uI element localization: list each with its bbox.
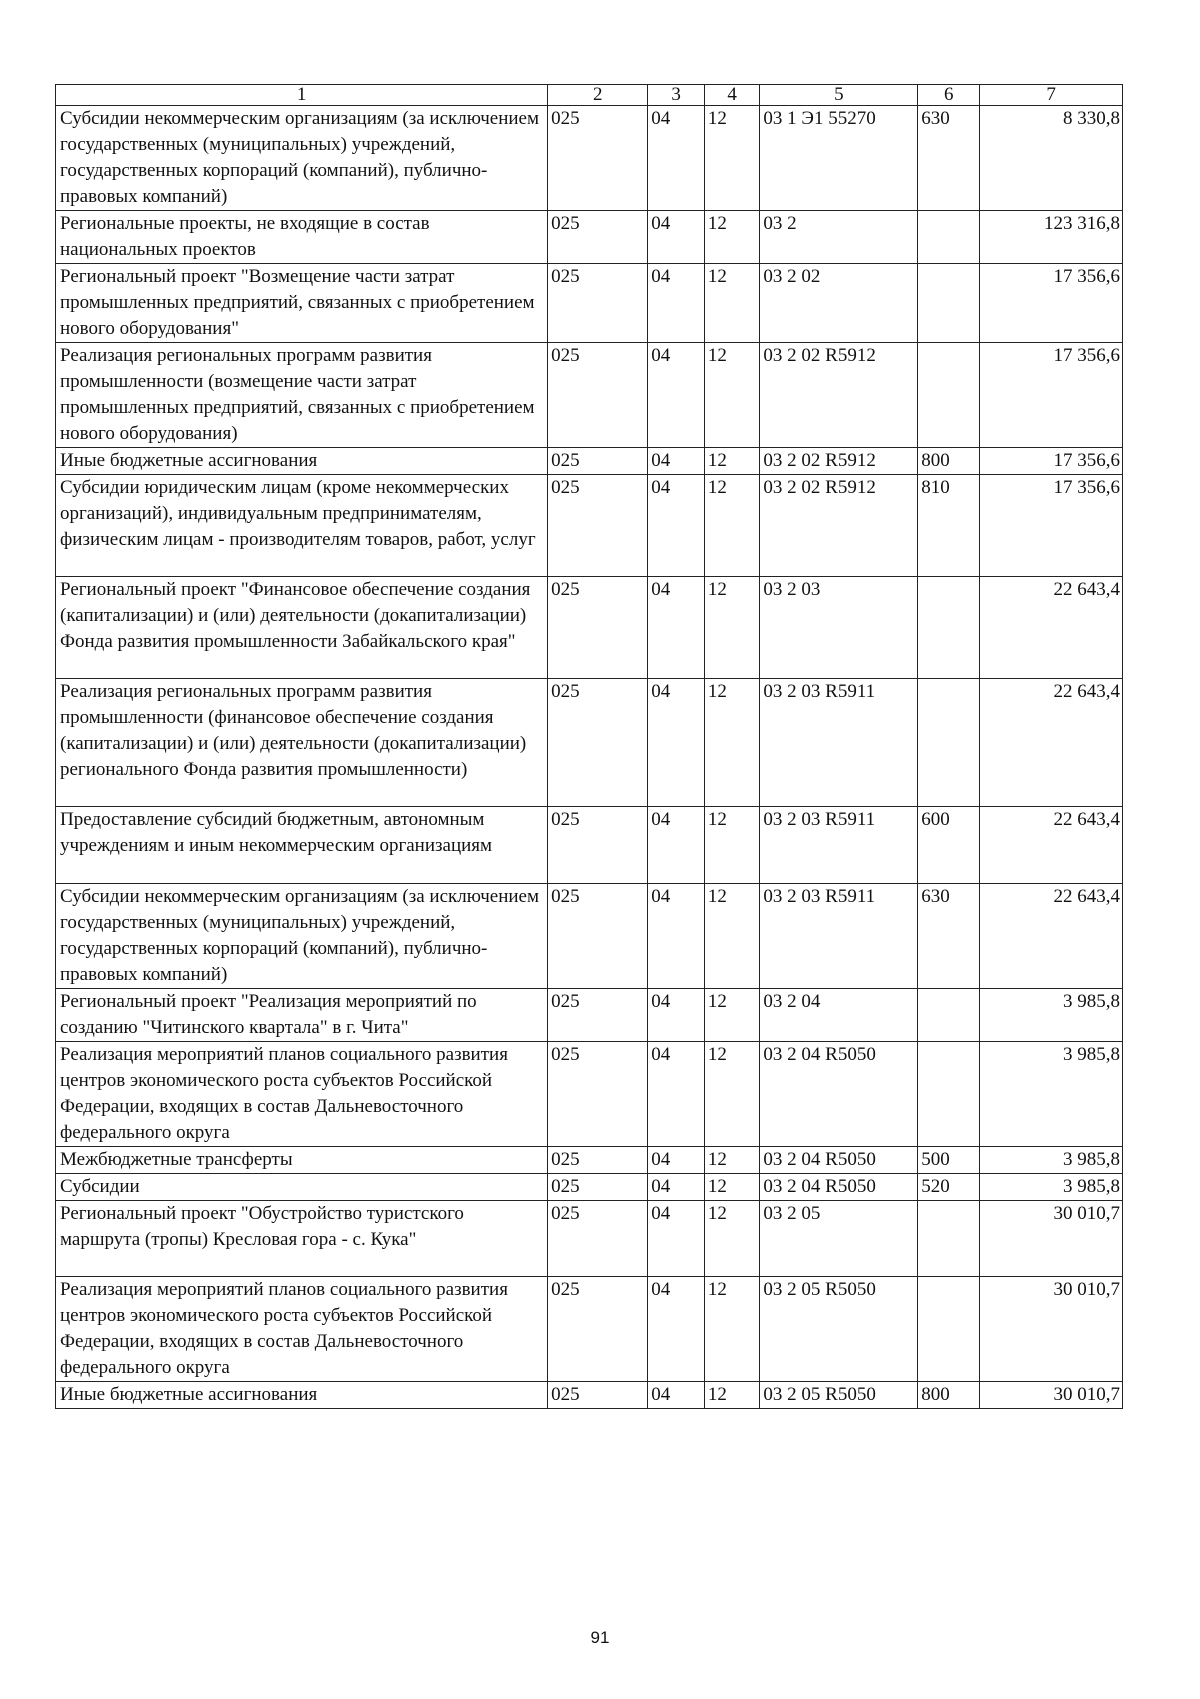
row-target-article: 03 2 03 (760, 577, 918, 679)
row-amount: 17 356,6 (980, 475, 1123, 577)
row-target-article: 03 2 02 R5912 (760, 448, 918, 475)
row-amount: 30 010,7 (980, 1277, 1123, 1382)
row-amount: 3 985,8 (980, 1042, 1123, 1147)
row-section-code: 04 (648, 1382, 705, 1409)
row-amount: 30 010,7 (980, 1201, 1123, 1277)
page-number: 91 (590, 1628, 610, 1647)
header-col-2: 2 (548, 85, 648, 106)
table-body (56, 106, 1123, 1409)
table-row (56, 577, 1123, 679)
table-row (56, 448, 1123, 475)
row-subsection-code: 12 (704, 1382, 760, 1409)
row-ved-code: 025 (548, 1382, 648, 1409)
row-name: Межбюджетные трансферты (56, 1147, 548, 1174)
row-section-code: 04 (648, 106, 705, 211)
row-subsection-code: 12 (704, 577, 760, 679)
budget-table (55, 84, 1123, 1409)
row-expense-type: 800 (918, 1382, 980, 1409)
row-subsection-code: 12 (704, 679, 760, 807)
row-amount: 30 010,7 (980, 1382, 1123, 1409)
table-row (56, 989, 1123, 1042)
row-ved-code: 025 (548, 106, 648, 211)
row-subsection-code: 12 (704, 448, 760, 475)
table-row (56, 106, 1123, 211)
row-ved-code: 025 (548, 1042, 648, 1147)
row-target-article: 03 2 05 (760, 1201, 918, 1277)
row-target-article: 03 2 02 R5912 (760, 475, 918, 577)
row-section-code: 04 (648, 343, 705, 448)
row-target-article: 03 2 04 (760, 989, 918, 1042)
row-amount: 22 643,4 (980, 679, 1123, 807)
row-name: Реализация мероприятий планов социального развития центров экономического роста субъектов Российской Федерации, входящих в состав Дальневосточного федерального округа (56, 1042, 548, 1147)
row-expense-type (918, 1277, 980, 1382)
row-target-article: 03 2 03 R5911 (760, 807, 918, 884)
table-row (56, 679, 1123, 807)
row-subsection-code: 12 (704, 1277, 760, 1382)
row-ved-code: 025 (548, 1201, 648, 1277)
row-ved-code: 025 (548, 211, 648, 264)
row-section-code: 04 (648, 679, 705, 807)
row-section-code: 04 (648, 1174, 705, 1201)
row-subsection-code: 12 (704, 1147, 760, 1174)
row-ved-code: 025 (548, 475, 648, 577)
row-amount: 17 356,6 (980, 343, 1123, 448)
row-section-code: 04 (648, 884, 705, 989)
header-col-1: 1 (56, 85, 548, 106)
row-subsection-code: 12 (704, 1201, 760, 1277)
row-name: Региональные проекты, не входящие в состав национальных проектов (56, 211, 548, 264)
row-name: Региональный проект "Финансовое обеспечение создания (капитализации) и (или) деятельности (докапитализации) Фонда развития промышленности Забайкальского края" (56, 577, 548, 679)
row-section-code: 04 (648, 448, 705, 475)
row-subsection-code: 12 (704, 211, 760, 264)
row-expense-type: 630 (918, 106, 980, 211)
row-section-code: 04 (648, 1042, 705, 1147)
row-amount: 123 316,8 (980, 211, 1123, 264)
row-target-article: 03 2 04 R5050 (760, 1042, 918, 1147)
row-section-code: 04 (648, 211, 705, 264)
table-row (56, 475, 1123, 577)
row-target-article: 03 2 03 R5911 (760, 679, 918, 807)
row-subsection-code: 12 (704, 807, 760, 884)
row-amount: 17 356,6 (980, 448, 1123, 475)
table-row (56, 884, 1123, 989)
row-amount: 3 985,8 (980, 1174, 1123, 1201)
row-subsection-code: 12 (704, 343, 760, 448)
row-name: Субсидии юридическим лицам (кроме некоммерческих организаций), индивидуальным предпринимателям, физическим лицам - производителям товаров, работ, услуг (56, 475, 548, 577)
header-col-3: 3 (648, 85, 705, 106)
row-subsection-code: 12 (704, 264, 760, 343)
row-ved-code: 025 (548, 577, 648, 679)
row-expense-type (918, 211, 980, 264)
row-subsection-code: 12 (704, 475, 760, 577)
table-row (56, 1174, 1123, 1201)
row-expense-type: 500 (918, 1147, 980, 1174)
row-name: Региональный проект "Возмещение части затрат промышленных предприятий, связанных с приобретением нового оборудования" (56, 264, 548, 343)
row-amount: 3 985,8 (980, 1147, 1123, 1174)
row-subsection-code: 12 (704, 884, 760, 989)
row-section-code: 04 (648, 1277, 705, 1382)
row-section-code: 04 (648, 1201, 705, 1277)
header-col-4: 4 (704, 85, 760, 106)
row-ved-code: 025 (548, 884, 648, 989)
row-target-article: 03 2 05 R5050 (760, 1277, 918, 1382)
row-expense-type: 520 (918, 1174, 980, 1201)
row-expense-type (918, 343, 980, 448)
row-target-article: 03 2 04 R5050 (760, 1147, 918, 1174)
header-col-5: 5 (760, 85, 918, 106)
row-expense-type (918, 264, 980, 343)
table-row (56, 1147, 1123, 1174)
row-name: Предоставление субсидий бюджетным, автономным учреждениям и иным некоммерческим организациям (56, 807, 548, 884)
row-expense-type: 630 (918, 884, 980, 989)
row-section-code: 04 (648, 989, 705, 1042)
row-ved-code: 025 (548, 1174, 648, 1201)
row-subsection-code: 12 (704, 106, 760, 211)
row-expense-type (918, 577, 980, 679)
row-expense-type: 600 (918, 807, 980, 884)
row-target-article: 03 1 Э1 55270 (760, 106, 918, 211)
header-row (56, 85, 1123, 106)
row-name: Субсидии некоммерческим организациям (за исключением государственных (муниципальных) учреждений, государственных корпораций (компаний), публично-правовых компаний) (56, 884, 548, 989)
table-row (56, 1201, 1123, 1277)
row-name: Иные бюджетные ассигнования (56, 448, 548, 475)
row-ved-code: 025 (548, 807, 648, 884)
table-row (56, 807, 1123, 884)
row-expense-type (918, 1042, 980, 1147)
row-amount: 22 643,4 (980, 807, 1123, 884)
row-subsection-code: 12 (704, 989, 760, 1042)
row-ved-code: 025 (548, 448, 648, 475)
row-section-code: 04 (648, 577, 705, 679)
row-target-article: 03 2 02 (760, 264, 918, 343)
row-expense-type (918, 989, 980, 1042)
row-name: Реализация региональных программ развития промышленности (финансовое обеспечение создания (капитализации) и (или) деятельности (докапитализации) регионального Фонда развития промышленности) (56, 679, 548, 807)
row-name: Реализация региональных программ развития промышленности (возмещение части затрат промышленных предприятий, связанных с приобретением нового оборудования) (56, 343, 548, 448)
row-expense-type: 810 (918, 475, 980, 577)
row-subsection-code: 12 (704, 1042, 760, 1147)
table-row (56, 1382, 1123, 1409)
row-name: Региональный проект "Обустройство туристского маршрута (тропы) Кресловая гора - с. Кука" (56, 1201, 548, 1277)
row-target-article: 03 2 04 R5050 (760, 1174, 918, 1201)
row-name: Реализация мероприятий планов социального развития центров экономического роста субъектов Российской Федерации, входящих в состав Дальневосточного федерального округа (56, 1277, 548, 1382)
table-row (56, 211, 1123, 264)
row-ved-code: 025 (548, 989, 648, 1042)
row-target-article: 03 2 05 R5050 (760, 1382, 918, 1409)
row-target-article: 03 2 03 R5911 (760, 884, 918, 989)
row-ved-code: 025 (548, 679, 648, 807)
row-section-code: 04 (648, 475, 705, 577)
row-expense-type: 800 (918, 448, 980, 475)
row-ved-code: 025 (548, 1147, 648, 1174)
row-name: Иные бюджетные ассигнования (56, 1382, 548, 1409)
row-subsection-code: 12 (704, 1174, 760, 1201)
row-amount: 3 985,8 (980, 989, 1123, 1042)
row-target-article: 03 2 (760, 211, 918, 264)
row-name: Субсидии некоммерческим организациям (за исключением государственных (муниципальных) учреждений, государственных корпораций (компаний), публично-правовых компаний) (56, 106, 548, 211)
row-section-code: 04 (648, 807, 705, 884)
row-expense-type (918, 1201, 980, 1277)
row-ved-code: 025 (548, 1277, 648, 1382)
row-name: Региональный проект "Реализация мероприятий по созданию "Читинского квартала" в г. Чита" (56, 989, 548, 1042)
header-col-7: 7 (980, 85, 1123, 106)
table-row (56, 264, 1123, 343)
row-section-code: 04 (648, 1147, 705, 1174)
row-target-article: 03 2 02 R5912 (760, 343, 918, 448)
row-expense-type (918, 679, 980, 807)
row-amount: 8 330,8 (980, 106, 1123, 211)
row-amount: 22 643,4 (980, 577, 1123, 679)
row-amount: 17 356,6 (980, 264, 1123, 343)
table-row (56, 343, 1123, 448)
header-col-6: 6 (918, 85, 980, 106)
table-row (56, 1042, 1123, 1147)
row-amount: 22 643,4 (980, 884, 1123, 989)
row-section-code: 04 (648, 264, 705, 343)
row-ved-code: 025 (548, 343, 648, 448)
row-ved-code: 025 (548, 264, 648, 343)
table-row (56, 1277, 1123, 1382)
row-name: Субсидии (56, 1174, 548, 1201)
